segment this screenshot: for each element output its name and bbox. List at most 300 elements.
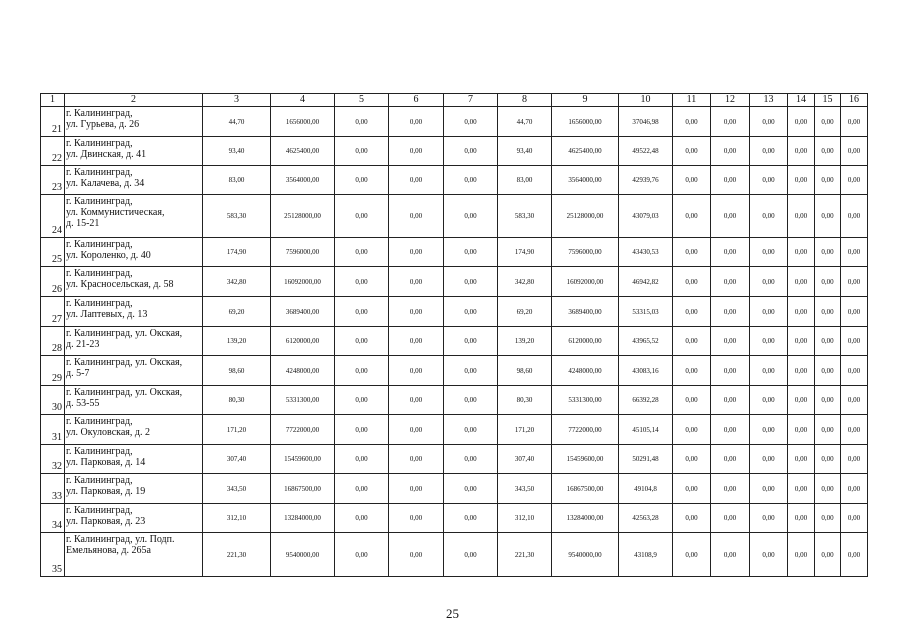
- value-cell-col-4: 9540000,00: [271, 533, 335, 577]
- row-number: 27: [41, 297, 65, 327]
- value-cell-col-10: 43079,03: [619, 195, 673, 238]
- value-cell-col-15: 0,00: [815, 195, 841, 238]
- row-number: 24: [41, 195, 65, 238]
- value-cell-col-14: 0,00: [788, 504, 815, 533]
- value-cell-col-11: 0,00: [673, 445, 711, 474]
- value-cell-col-6: 0,00: [389, 166, 444, 195]
- value-cell-col-14: 0,00: [788, 137, 815, 166]
- value-cell-col-12: 0,00: [711, 297, 750, 327]
- value-cell-col-14: 0,00: [788, 107, 815, 137]
- value-cell-col-16: 0,00: [841, 267, 868, 297]
- value-cell-col-14: 0,00: [788, 195, 815, 238]
- address-cell: [65, 267, 203, 297]
- column-header-7: 7: [444, 94, 498, 107]
- value-cell-col-5: 0,00: [335, 356, 389, 386]
- value-cell-col-8: 342,80: [498, 267, 552, 297]
- value-cell-col-10: 49522,48: [619, 137, 673, 166]
- value-cell-col-4: 3564000,00: [271, 166, 335, 195]
- value-cell-col-15: 0,00: [815, 445, 841, 474]
- value-cell-col-16: 0,00: [841, 533, 868, 577]
- value-cell-col-16: 0,00: [841, 474, 868, 504]
- column-header-8: 8: [498, 94, 552, 107]
- value-cell-col-4: 4248000,00: [271, 356, 335, 386]
- address-line: д. 21-23: [66, 339, 100, 350]
- value-cell-col-14: 0,00: [788, 386, 815, 415]
- value-cell-col-6: 0,00: [389, 533, 444, 577]
- value-cell-col-9: 16867500,00: [552, 474, 619, 504]
- value-cell-col-4: 15459600,00: [271, 445, 335, 474]
- value-cell-col-8: 171,20: [498, 415, 552, 445]
- value-cell-col-16: 0,00: [841, 137, 868, 166]
- value-cell-col-3: 342,80: [203, 267, 271, 297]
- value-cell-col-9: 15459600,00: [552, 445, 619, 474]
- value-cell-col-11: 0,00: [673, 474, 711, 504]
- value-cell-col-12: 0,00: [711, 356, 750, 386]
- value-cell-col-15: 0,00: [815, 267, 841, 297]
- address-line: г. Калининград,: [66, 505, 133, 516]
- value-cell-col-10: 46942,82: [619, 267, 673, 297]
- value-cell-col-13: 0,00: [750, 504, 788, 533]
- value-cell-col-12: 0,00: [711, 504, 750, 533]
- address-line: д. 15-21: [66, 218, 100, 229]
- value-cell-col-13: 0,00: [750, 137, 788, 166]
- value-cell-col-15: 0,00: [815, 297, 841, 327]
- value-cell-col-5: 0,00: [335, 504, 389, 533]
- value-cell-col-10: 45105,14: [619, 415, 673, 445]
- value-cell-col-5: 0,00: [335, 195, 389, 238]
- value-cell-col-15: 0,00: [815, 238, 841, 267]
- address-line: ул. Парковая, д. 14: [66, 457, 146, 468]
- value-cell-col-15: 0,00: [815, 356, 841, 386]
- address-cell: [65, 137, 203, 166]
- address-line: д. 5-7: [66, 368, 90, 379]
- value-cell-col-10: 43430,53: [619, 238, 673, 267]
- value-cell-col-9: 4625400,00: [552, 137, 619, 166]
- value-cell-col-8: 93,40: [498, 137, 552, 166]
- address-line: ул. Короленко, д. 40: [66, 250, 151, 261]
- address-cell: [65, 327, 203, 356]
- value-cell-col-6: 0,00: [389, 107, 444, 137]
- value-cell-col-8: 312,10: [498, 504, 552, 533]
- address-cell: [65, 195, 203, 238]
- value-cell-col-9: 4248000,00: [552, 356, 619, 386]
- address-cell: [65, 107, 203, 137]
- value-cell-col-7: 0,00: [444, 238, 498, 267]
- value-cell-col-10: 50291,48: [619, 445, 673, 474]
- value-cell-col-10: 42939,76: [619, 166, 673, 195]
- value-cell-col-4: 3689400,00: [271, 297, 335, 327]
- value-cell-col-9: 7722000,00: [552, 415, 619, 445]
- value-cell-col-12: 0,00: [711, 267, 750, 297]
- table-row: [41, 474, 868, 504]
- value-cell-col-6: 0,00: [389, 267, 444, 297]
- value-cell-col-3: 93,40: [203, 137, 271, 166]
- value-cell-col-7: 0,00: [444, 415, 498, 445]
- column-header-3: 3: [203, 94, 271, 107]
- value-cell-col-9: 16092000,00: [552, 267, 619, 297]
- address-line: г. Калининград, ул. Окская,: [66, 387, 183, 398]
- value-cell-col-7: 0,00: [444, 445, 498, 474]
- value-cell-col-4: 7722000,00: [271, 415, 335, 445]
- value-cell-col-4: 13284000,00: [271, 504, 335, 533]
- value-cell-col-14: 0,00: [788, 238, 815, 267]
- address-line: г. Калининград,: [66, 298, 133, 309]
- row-number: 22: [41, 137, 65, 166]
- value-cell-col-11: 0,00: [673, 238, 711, 267]
- table-row: [41, 267, 868, 297]
- row-number: 23: [41, 166, 65, 195]
- value-cell-col-11: 0,00: [673, 297, 711, 327]
- column-header-11: 11: [673, 94, 711, 107]
- table-row: [41, 238, 868, 267]
- value-cell-col-14: 0,00: [788, 327, 815, 356]
- table-row: [41, 297, 868, 327]
- value-cell-col-7: 0,00: [444, 533, 498, 577]
- value-cell-col-3: 80,30: [203, 386, 271, 415]
- value-cell-col-13: 0,00: [750, 445, 788, 474]
- value-cell-col-5: 0,00: [335, 415, 389, 445]
- value-cell-col-10: 43965,52: [619, 327, 673, 356]
- row-number: 32: [41, 445, 65, 474]
- value-cell-col-16: 0,00: [841, 327, 868, 356]
- value-cell-col-5: 0,00: [335, 297, 389, 327]
- value-cell-col-5: 0,00: [335, 267, 389, 297]
- value-cell-col-16: 0,00: [841, 238, 868, 267]
- value-cell-col-15: 0,00: [815, 474, 841, 504]
- value-cell-col-8: 44,70: [498, 107, 552, 137]
- address-line: г. Калининград, ул. Окская,: [66, 328, 183, 339]
- row-number: 26: [41, 267, 65, 297]
- value-cell-col-3: 221,30: [203, 533, 271, 577]
- column-header-4: 4: [271, 94, 335, 107]
- value-cell-col-12: 0,00: [711, 474, 750, 504]
- column-header-13: 13: [750, 94, 788, 107]
- value-cell-col-3: 139,20: [203, 327, 271, 356]
- value-cell-col-7: 0,00: [444, 267, 498, 297]
- table-row: [41, 356, 868, 386]
- value-cell-col-7: 0,00: [444, 137, 498, 166]
- table-row: [41, 137, 868, 166]
- value-cell-col-7: 0,00: [444, 504, 498, 533]
- value-cell-col-8: 139,20: [498, 327, 552, 356]
- column-header-2: 2: [65, 94, 203, 107]
- value-cell-col-16: 0,00: [841, 356, 868, 386]
- value-cell-col-4: 7596000,00: [271, 238, 335, 267]
- value-cell-col-15: 0,00: [815, 137, 841, 166]
- value-cell-col-15: 0,00: [815, 107, 841, 137]
- row-number: 33: [41, 474, 65, 504]
- value-cell-col-16: 0,00: [841, 195, 868, 238]
- table-body: [41, 107, 868, 577]
- value-cell-col-16: 0,00: [841, 415, 868, 445]
- value-cell-col-10: 42563,28: [619, 504, 673, 533]
- address-cell: [65, 415, 203, 445]
- value-cell-col-15: 0,00: [815, 386, 841, 415]
- value-cell-col-11: 0,00: [673, 166, 711, 195]
- value-cell-col-6: 0,00: [389, 504, 444, 533]
- value-cell-col-5: 0,00: [335, 137, 389, 166]
- value-cell-col-5: 0,00: [335, 238, 389, 267]
- address-cell: [65, 504, 203, 533]
- value-cell-col-16: 0,00: [841, 445, 868, 474]
- address-cell: [65, 356, 203, 386]
- value-cell-col-8: 583,30: [498, 195, 552, 238]
- value-cell-col-12: 0,00: [711, 137, 750, 166]
- value-cell-col-14: 0,00: [788, 267, 815, 297]
- table-row: [41, 327, 868, 356]
- value-cell-col-6: 0,00: [389, 297, 444, 327]
- address-line: ул. Двинская, д. 41: [66, 149, 147, 160]
- value-cell-col-12: 0,00: [711, 166, 750, 195]
- value-cell-col-5: 0,00: [335, 445, 389, 474]
- column-header-12: 12: [711, 94, 750, 107]
- value-cell-col-8: 221,30: [498, 533, 552, 577]
- column-header-14: 14: [788, 94, 815, 107]
- value-cell-col-11: 0,00: [673, 386, 711, 415]
- value-cell-col-13: 0,00: [750, 267, 788, 297]
- value-cell-col-9: 3689400,00: [552, 297, 619, 327]
- value-cell-col-13: 0,00: [750, 386, 788, 415]
- address-line: г. Калининград,: [66, 167, 133, 178]
- table-row: [41, 107, 868, 137]
- value-cell-col-11: 0,00: [673, 137, 711, 166]
- value-cell-col-3: 171,20: [203, 415, 271, 445]
- address-line: г. Калининград, ул. Подп.: [66, 534, 175, 545]
- row-number: 31: [41, 415, 65, 445]
- value-cell-col-9: 1656000,00: [552, 107, 619, 137]
- value-cell-col-3: 307,40: [203, 445, 271, 474]
- row-number: 35: [41, 533, 65, 577]
- address-cell: [65, 445, 203, 474]
- value-cell-col-3: 98,60: [203, 356, 271, 386]
- value-cell-col-8: 83,00: [498, 166, 552, 195]
- value-cell-col-9: 25128000,00: [552, 195, 619, 238]
- value-cell-col-12: 0,00: [711, 445, 750, 474]
- value-cell-col-15: 0,00: [815, 166, 841, 195]
- value-cell-col-9: 5331300,00: [552, 386, 619, 415]
- value-cell-col-12: 0,00: [711, 327, 750, 356]
- value-cell-col-11: 0,00: [673, 267, 711, 297]
- value-cell-col-12: 0,00: [711, 386, 750, 415]
- value-cell-col-6: 0,00: [389, 195, 444, 238]
- address-line: г. Калининград,: [66, 138, 133, 149]
- table-row: [41, 445, 868, 474]
- value-cell-col-13: 0,00: [750, 356, 788, 386]
- value-cell-col-13: 0,00: [750, 533, 788, 577]
- value-cell-col-7: 0,00: [444, 356, 498, 386]
- value-cell-col-6: 0,00: [389, 356, 444, 386]
- address-line: г. Калининград,: [66, 196, 133, 207]
- value-cell-col-11: 0,00: [673, 533, 711, 577]
- value-cell-col-7: 0,00: [444, 297, 498, 327]
- value-cell-col-3: 83,00: [203, 166, 271, 195]
- value-cell-col-6: 0,00: [389, 238, 444, 267]
- value-cell-col-13: 0,00: [750, 474, 788, 504]
- value-cell-col-12: 0,00: [711, 107, 750, 137]
- value-cell-col-10: 43083,16: [619, 356, 673, 386]
- value-cell-col-14: 0,00: [788, 533, 815, 577]
- table-row: [41, 386, 868, 415]
- value-cell-col-16: 0,00: [841, 386, 868, 415]
- value-cell-col-13: 0,00: [750, 238, 788, 267]
- value-cell-col-13: 0,00: [750, 166, 788, 195]
- value-cell-col-15: 0,00: [815, 415, 841, 445]
- value-cell-col-3: 343,50: [203, 474, 271, 504]
- value-cell-col-11: 0,00: [673, 504, 711, 533]
- table-row: [41, 166, 868, 195]
- value-cell-col-10: 53315,03: [619, 297, 673, 327]
- row-number: 34: [41, 504, 65, 533]
- table-row: [41, 533, 868, 577]
- address-line: г. Калининград,: [66, 268, 133, 279]
- value-cell-col-7: 0,00: [444, 107, 498, 137]
- address-line: г. Калининград,: [66, 416, 133, 427]
- value-cell-col-3: 583,30: [203, 195, 271, 238]
- value-cell-col-16: 0,00: [841, 297, 868, 327]
- value-cell-col-4: 25128000,00: [271, 195, 335, 238]
- value-cell-col-4: 5331300,00: [271, 386, 335, 415]
- value-cell-col-5: 0,00: [335, 327, 389, 356]
- value-cell-col-6: 0,00: [389, 445, 444, 474]
- address-line: ул. Парковая, д. 19: [66, 486, 146, 497]
- value-cell-col-14: 0,00: [788, 474, 815, 504]
- value-cell-col-6: 0,00: [389, 137, 444, 166]
- value-cell-col-4: 6120000,00: [271, 327, 335, 356]
- value-cell-col-11: 0,00: [673, 195, 711, 238]
- value-cell-col-8: 98,60: [498, 356, 552, 386]
- value-cell-col-9: 9540000,00: [552, 533, 619, 577]
- value-cell-col-6: 0,00: [389, 415, 444, 445]
- address-line: Емельянова, д. 265а: [66, 545, 151, 556]
- value-cell-col-8: 343,50: [498, 474, 552, 504]
- address-line: г. Калининград, ул. Окская,: [66, 357, 183, 368]
- value-cell-col-13: 0,00: [750, 415, 788, 445]
- column-header-10: 10: [619, 94, 673, 107]
- address-cell: [65, 533, 203, 577]
- value-cell-col-9: 13284000,00: [552, 504, 619, 533]
- value-cell-col-6: 0,00: [389, 386, 444, 415]
- value-cell-col-11: 0,00: [673, 107, 711, 137]
- value-cell-col-5: 0,00: [335, 386, 389, 415]
- page-number: 25: [446, 606, 459, 621]
- value-cell-col-14: 0,00: [788, 297, 815, 327]
- column-header-9: 9: [552, 94, 619, 107]
- value-cell-col-3: 69,20: [203, 297, 271, 327]
- value-cell-col-11: 0,00: [673, 356, 711, 386]
- value-cell-col-12: 0,00: [711, 415, 750, 445]
- row-number: 28: [41, 327, 65, 356]
- value-cell-col-4: 16867500,00: [271, 474, 335, 504]
- value-cell-col-15: 0,00: [815, 327, 841, 356]
- value-cell-col-15: 0,00: [815, 533, 841, 577]
- value-cell-col-13: 0,00: [750, 327, 788, 356]
- value-cell-col-5: 0,00: [335, 166, 389, 195]
- value-cell-col-12: 0,00: [711, 238, 750, 267]
- value-cell-col-13: 0,00: [750, 297, 788, 327]
- value-cell-col-8: 307,40: [498, 445, 552, 474]
- row-number: 30: [41, 386, 65, 415]
- column-header-15: 15: [815, 94, 841, 107]
- value-cell-col-10: 43108,9: [619, 533, 673, 577]
- value-cell-col-6: 0,00: [389, 327, 444, 356]
- address-cell: [65, 386, 203, 415]
- value-cell-col-10: 66392,28: [619, 386, 673, 415]
- value-cell-col-11: 0,00: [673, 415, 711, 445]
- value-cell-col-9: 6120000,00: [552, 327, 619, 356]
- value-cell-col-4: 4625400,00: [271, 137, 335, 166]
- column-header-1: 1: [41, 94, 65, 107]
- column-header-16: 16: [841, 94, 868, 107]
- value-cell-col-11: 0,00: [673, 327, 711, 356]
- value-cell-col-4: 1656000,00: [271, 107, 335, 137]
- address-line: ул. Окуловская, д. 2: [66, 427, 150, 438]
- table-row: [41, 504, 868, 533]
- value-cell-col-4: 16092000,00: [271, 267, 335, 297]
- value-cell-col-5: 0,00: [335, 533, 389, 577]
- address-cell: [65, 238, 203, 267]
- value-cell-col-14: 0,00: [788, 356, 815, 386]
- value-cell-col-7: 0,00: [444, 327, 498, 356]
- value-cell-col-8: 80,30: [498, 386, 552, 415]
- address-cell: [65, 297, 203, 327]
- value-cell-col-7: 0,00: [444, 386, 498, 415]
- table-row: [41, 195, 868, 238]
- table-row: [41, 415, 868, 445]
- value-cell-col-9: 7596000,00: [552, 238, 619, 267]
- value-cell-col-8: 174,90: [498, 238, 552, 267]
- value-cell-col-14: 0,00: [788, 415, 815, 445]
- value-cell-col-13: 0,00: [750, 195, 788, 238]
- address-line: д. 53-55: [66, 398, 100, 409]
- value-cell-col-5: 0,00: [335, 107, 389, 137]
- address-line: ул. Калачева, д. 34: [66, 178, 145, 189]
- column-header-6: 6: [389, 94, 444, 107]
- value-cell-col-7: 0,00: [444, 166, 498, 195]
- value-cell-col-15: 0,00: [815, 504, 841, 533]
- address-line: ул. Коммунистическая,: [66, 207, 165, 218]
- value-cell-col-12: 0,00: [711, 195, 750, 238]
- value-cell-col-10: 49104,8: [619, 474, 673, 504]
- data-table: [40, 93, 868, 577]
- value-cell-col-3: 44,70: [203, 107, 271, 137]
- row-number: 25: [41, 238, 65, 267]
- address-line: г. Калининград,: [66, 475, 133, 486]
- address-cell: [65, 166, 203, 195]
- value-cell-col-3: 312,10: [203, 504, 271, 533]
- value-cell-col-7: 0,00: [444, 474, 498, 504]
- value-cell-col-7: 0,00: [444, 195, 498, 238]
- value-cell-col-6: 0,00: [389, 474, 444, 504]
- value-cell-col-16: 0,00: [841, 504, 868, 533]
- value-cell-col-13: 0,00: [750, 107, 788, 137]
- value-cell-col-3: 174,90: [203, 238, 271, 267]
- value-cell-col-9: 3564000,00: [552, 166, 619, 195]
- value-cell-col-10: 37046,98: [619, 107, 673, 137]
- address-line: г. Калининград,: [66, 239, 133, 250]
- address-cell: [65, 474, 203, 504]
- row-number: 29: [41, 356, 65, 386]
- address-line: г. Калининград,: [66, 108, 133, 119]
- value-cell-col-5: 0,00: [335, 474, 389, 504]
- value-cell-col-12: 0,00: [711, 533, 750, 577]
- row-number: 21: [41, 107, 65, 137]
- address-line: ул. Гурьева, д. 26: [66, 119, 140, 130]
- value-cell-col-14: 0,00: [788, 166, 815, 195]
- value-cell-col-8: 69,20: [498, 297, 552, 327]
- address-line: ул. Лаптевых, д. 13: [66, 309, 148, 320]
- column-header-5: 5: [335, 94, 389, 107]
- value-cell-col-16: 0,00: [841, 107, 868, 137]
